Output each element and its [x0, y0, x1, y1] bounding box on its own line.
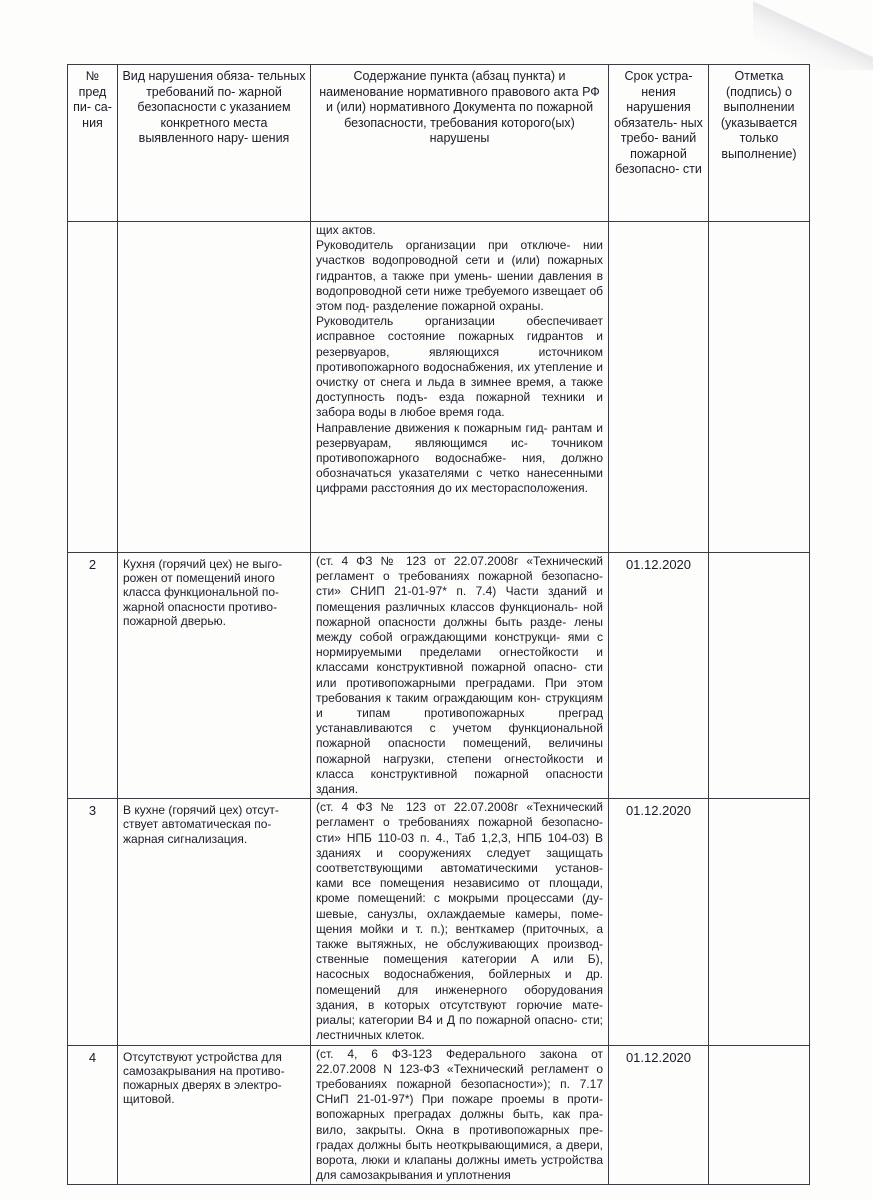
row-completion-mark: [709, 222, 810, 553]
table-row: [68, 222, 810, 553]
row-violation: Кухня (горячий цех) не выго- рожен от помещений иного класса функциональной по- жарной опасности противо- пожарной дверью.: [118, 553, 311, 799]
row-violation: В кухне (горячий цех) отсут- ствует автоматическая по- жарная сигнализация.: [118, 799, 311, 1045]
row-completion-mark: [709, 799, 810, 1045]
row-number: 4: [68, 1045, 118, 1185]
row-deadline: [609, 222, 709, 553]
page-corner-fold: [753, 0, 873, 70]
row-completion-mark: [709, 1045, 810, 1185]
regulation-paragraph: (ст. 4 ФЗ № 123 от 22.07.2008г «Технический регламент о требованиях пожарной безопасно- сти» СНИП 21-01-97* п. 7.4) Части зданий и помещения различных классов функциональ- ной пожарной опасности должны быть разде- лены между собой ограждающими конструкци- ями с нормируемыми пределами огнестойкости и классами конструктивной пожарной опасно- сти или противопожарными преградами. При этом требования к таким ограждающим кон- струкциям и типам противопожарных преград устанавливаются с учетом функциональной пожарной опасности помещений, величины пожарной нагрузки, степени огнестойкости и класса конструктивной пожарной опасности здания.: [316, 554, 603, 797]
row-regulation: [311, 799, 609, 1045]
table-row: [68, 799, 810, 1045]
header-completion-mark: Отметка (подпись) о выполнении (указывается только выполнение): [709, 65, 810, 222]
regulation-paragraph: щих актов.: [316, 223, 376, 237]
row-completion-mark: [709, 553, 810, 799]
table-header-row: [68, 65, 810, 222]
regulation-paragraph: Направление движения к пожарным гид- рантам и резервуарам, являющимся ис- точником противопожарного водоснабже- ния, должно обозначаться указателями с четко нанесенными цифрами расстояния до их месторасположения.: [316, 420, 603, 496]
row-violation: Отсутствуют устройства для самозакрывания на противо- пожарных дверях в электро- щитовой.: [118, 1045, 311, 1185]
row-number: [68, 222, 118, 553]
regulation-paragraph: (ст. 4, 6 ФЗ-123 Федерального закона от 22.07.2008 N 123-ФЗ «Технический регламент о требованиях пожарной безопасности»); п. 7.17 СНиП 21-01-97*) При пожаре проемы в проти- вопожарных преградах должны быть, как пра- вило, закрыты. Окна в противопожарных пре- градах должны быть неоткрывающимися, а двери, ворота, люки и клапаны должны иметь устройства для самозакрывания и уплотнения: [316, 1046, 603, 1183]
row-deadline: 01.12.2020: [609, 553, 709, 799]
header-violation: Вид нарушения обяза- тельных требований по- жарной безопасности с указанием конкретного места выявленного нару- шения: [118, 65, 311, 222]
row-regulation: [311, 1045, 609, 1185]
row-regulation: [311, 222, 609, 553]
row-deadline: 01.12.2020: [609, 799, 709, 1045]
row-violation: [118, 222, 311, 553]
header-deadline: Срок устра- нения нарушения обязатель- ных требо- ваний пожарной безопасно- сти: [609, 65, 709, 222]
regulation-paragraph: Руководитель организации обеспечивает исправное состояние пожарных гидрантов и резервуаров, являющихся источником противопожарного водоснабжения, их утепление и очистку от снега и льда в зимнее время, а также доступность подъ- езда пожарной техники и забора воды в любое время года.: [316, 314, 603, 420]
row-number: 2: [68, 553, 118, 799]
regulation-paragraph: (ст. 4 ФЗ № 123 от 22.07.2008г «Технический регламент о требованиях пожарной безопасно- сти» НПБ 110-03 п. 4., Таб 1,2,3, НПБ 104-03) В зданиях и сооружениях следует защищать соответствующими автоматическими установ- ками все помещения независимо от площади, кроме помещений: с мокрыми процессами (ду- шевые, санузлы, охлаждаемые камеры, поме- щения мойки и т. п.); венткамер (приточных, а также вытяжных, не обслуживающих производ- ственные помещения категории А или Б), насосных водоснабжения, бойлерных и др. помещений для инженерного оборудования здания, в которых отсутствуют горючие мате- риалы; категории В4 и Д по пожарной опасно- сти; лестничных клеток.: [316, 800, 603, 1043]
regulation-paragraph: Руководитель организации при отключе- нии участков водопроводной сети и (или) пожарных гидрантов, а также при умень- шении давления в водопроводной сети ниже требуемого извещает об этом под- разделение пожарной охраны.: [316, 238, 603, 314]
header-number: № пред пи- са- ния: [68, 65, 118, 222]
table-row: [68, 553, 810, 799]
violations-table: [67, 64, 810, 1185]
table-row: [68, 1045, 810, 1185]
header-regulation: Содержание пункта (абзац пункта) и наименование нормативного правового акта РФ и (или) нормативного Документа по пожарной безопасности, требования которого(ых) нарушены: [311, 65, 609, 222]
row-regulation: [311, 553, 609, 799]
row-number: 3: [68, 799, 118, 1045]
row-deadline: 01.12.2020: [609, 1045, 709, 1185]
